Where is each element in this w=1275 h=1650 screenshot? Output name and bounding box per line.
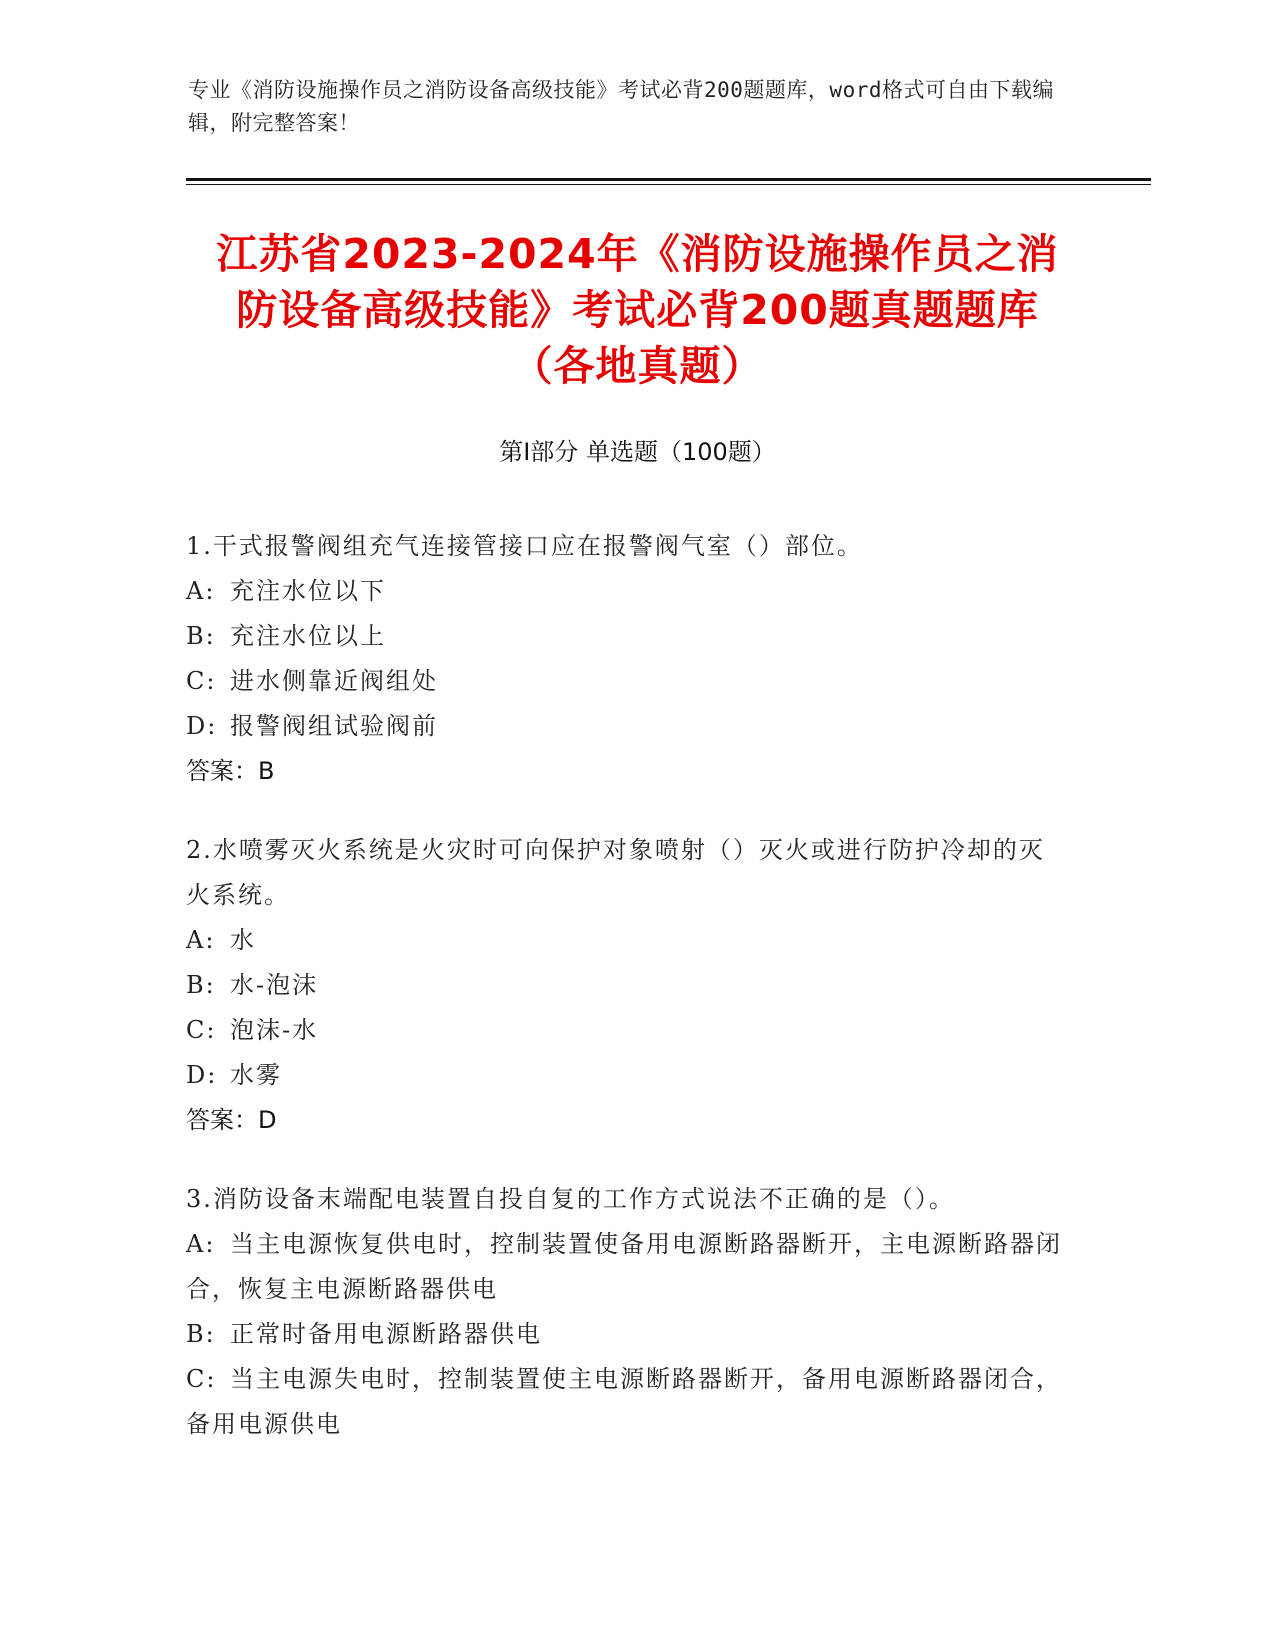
header-rule-thick [186,178,1151,181]
option-text: 水 [230,926,256,954]
option-c [186,1357,1066,1447]
document-title [150,226,1125,394]
header-note: 专业《消防设施操作员之消防设备高级技能》考试必背200题题库，word格式可自由下载编辑，附完整答案！ [188,78,1054,135]
option-text: 泡沫-水 [230,1016,319,1044]
title-line-1: 江苏省2023-2024年《消防设施操作员之消 [216,230,1059,278]
option-text: 当主电源恢复供电时，控制装置使备用电源断路器断开，主电源断路器闭合，恢复主电源断路器供电 [186,1230,1062,1303]
title-line-3: （各地真题） [511,342,764,390]
option-b [186,614,1066,659]
option-letter: D: [186,712,218,740]
option-text: 报警阀组试验阀前 [230,712,438,740]
option-letter: B: [186,622,216,650]
title-line-2: 防设备高级技能》考试必背200题真题题库 [236,286,1039,334]
option-letter: C: [186,1365,217,1393]
option-text: 正常时备用电源断路器供电 [230,1320,542,1348]
option-letter: A: [186,926,216,954]
question-2 [186,828,1066,1143]
question-stem: 1.干式报警阀组充气连接管接口应在报警阀气室（）部位。 [186,532,863,560]
question-3 [186,1177,1066,1447]
option-b [186,1312,1066,1357]
option-text: 水-泡沫 [230,971,319,999]
option-text: 充注水位以下 [230,577,386,605]
option-letter: A: [186,577,216,605]
option-c [186,659,1066,704]
option-a [186,918,1066,963]
option-d [186,1053,1066,1098]
option-text: 充注水位以上 [230,622,386,650]
option-text: 当主电源失电时，控制装置使主电源断路器断开，备用电源断路器闭合，备用电源供电 [186,1365,1062,1438]
option-letter: A: [186,1230,216,1258]
option-letter: D: [186,1061,218,1089]
question-1 [186,524,1066,794]
option-letter: C: [186,1016,217,1044]
section-heading: 第Ⅰ部分 单选题（100题） [499,438,776,466]
option-b [186,963,1066,1008]
header-rule-thin [186,184,1151,185]
option-text: 进水侧靠近阀组处 [230,667,438,695]
option-letter: C: [186,667,217,695]
answer-line: 答案：D [186,1106,277,1134]
option-c [186,1008,1066,1053]
option-d [186,704,1066,749]
option-a [186,1222,1066,1312]
option-text: 水雾 [230,1061,282,1089]
option-letter: B: [186,1320,216,1348]
answer-line: 答案：B [186,757,275,785]
question-stem: 3.消防设备末端配电装置自投自复的工作方式说法不正确的是（）。 [186,1185,955,1213]
question-stem: 2.水喷雾灭火系统是火灾时可向保护对象喷射（）灭火或进行防护冷却的灭火系统。 [186,836,1045,909]
question-list [186,524,1066,1481]
option-letter: B: [186,971,216,999]
option-a [186,569,1066,614]
